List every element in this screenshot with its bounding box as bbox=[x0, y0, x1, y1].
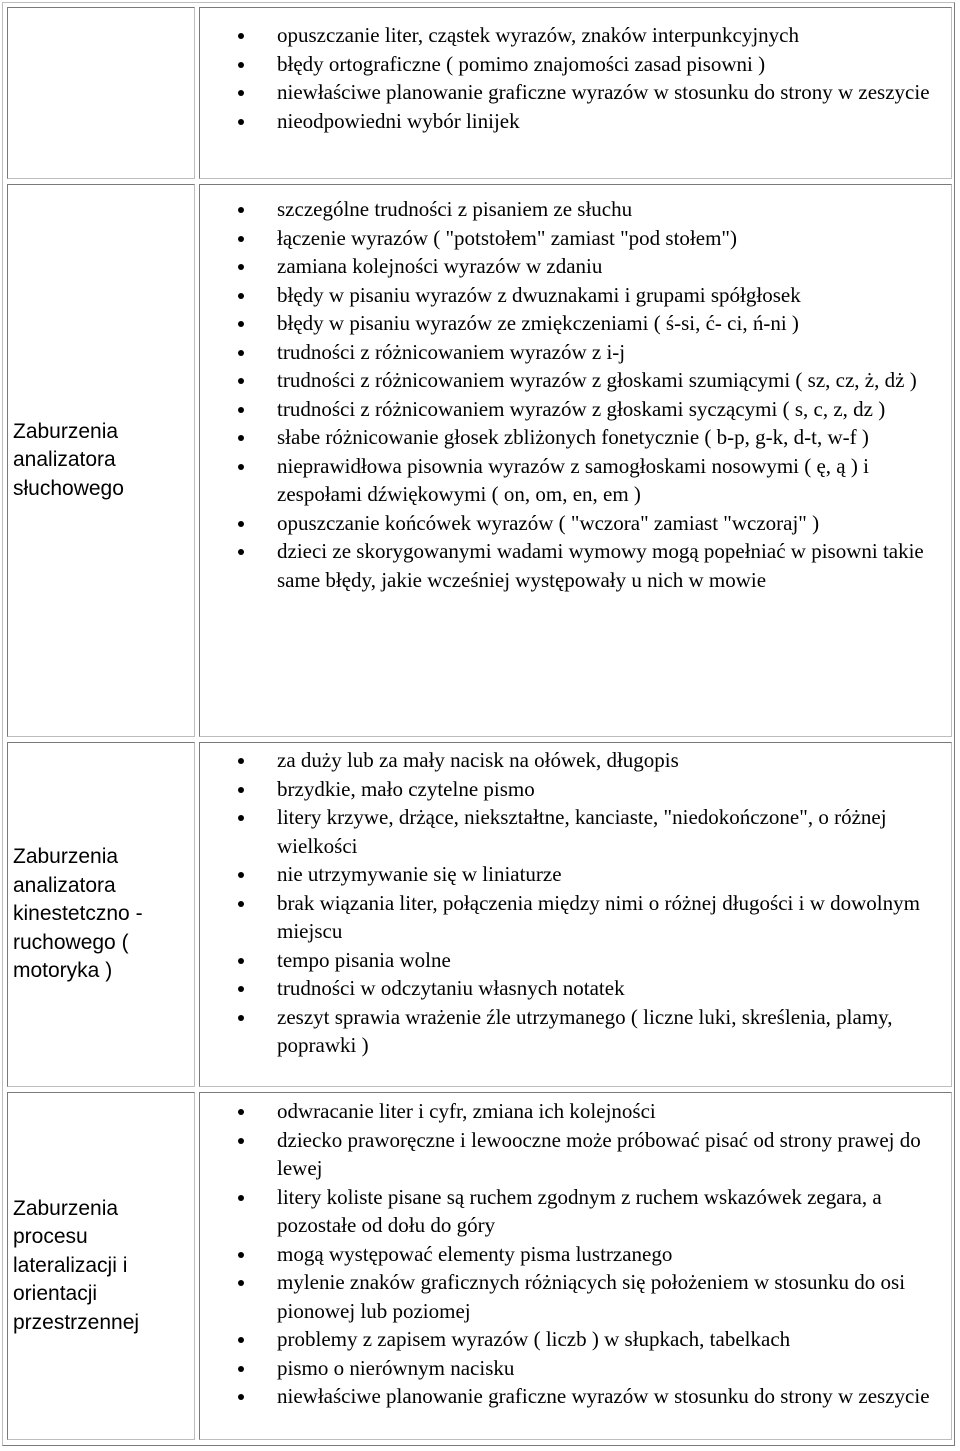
symptom-item: tempo pisania wolne bbox=[200, 946, 951, 975]
symptom-item: pismo o nierównym nacisku bbox=[200, 1354, 951, 1383]
symptom-list bbox=[200, 746, 951, 1060]
symptom-item: mogą występować elementy pisma lustrzanego bbox=[200, 1240, 951, 1269]
row-label: Zaburzenia analizatora słuchowego bbox=[13, 419, 124, 500]
symptom-item: dzieci ze skorygowanymi wadami wymowy mogą popełniać w pisowni takie same błędy, jakie wcześniej występowały u nich w mowie bbox=[200, 537, 951, 594]
symptom-item: opuszczanie liter, cząstek wyrazów, znaków interpunkcyjnych bbox=[200, 21, 951, 50]
row-label-cell bbox=[7, 1092, 195, 1440]
symptom-item: problemy z zapisem wyrazów ( liczb ) w słupkach, tabelkach bbox=[200, 1325, 951, 1354]
symptom-list bbox=[200, 195, 951, 594]
symptom-item: błędy ortograficzne ( pomimo znajomości zasad pisowni ) bbox=[200, 50, 951, 79]
symptom-item: trudności z różnicowaniem wyrazów z i-j bbox=[200, 338, 951, 367]
symptom-list bbox=[200, 1097, 951, 1411]
row-symptoms-cell bbox=[199, 184, 952, 737]
symptom-item: niewłaściwe planowanie graficzne wyrazów w stosunku do strony w zeszycie bbox=[200, 1382, 951, 1411]
symptom-item: nie utrzymywanie się w liniaturze bbox=[200, 860, 951, 889]
symptom-item: szczególne trudności z pisaniem ze słuchu bbox=[200, 195, 951, 224]
symptom-item: brzydkie, mało czytelne pismo bbox=[200, 775, 951, 804]
row-symptoms-cell bbox=[199, 742, 952, 1087]
symptom-item: trudności z różnicowaniem wyrazów z głoskami syczącymi ( s, c, z, dz ) bbox=[200, 395, 951, 424]
symptom-item: trudności w odczytaniu własnych notatek bbox=[200, 974, 951, 1003]
symptom-item: słabe różnicowanie głosek zbliżonych fonetycznie ( b-p, g-k, d-t, w-f ) bbox=[200, 423, 951, 452]
row-label: Zaburzenia procesu lateralizacji i orientacji przestrzennej bbox=[13, 1196, 140, 1334]
symptom-item: błędy w pisaniu wyrazów z dwuznakami i grupami spółgłosek bbox=[200, 281, 951, 310]
symptom-item: zamiana kolejności wyrazów w zdaniu bbox=[200, 252, 951, 281]
symptom-item: nieodpowiedni wybór linijek bbox=[200, 107, 951, 136]
row-symptoms-cell bbox=[199, 7, 952, 179]
symptom-item: za duży lub za mały nacisk na ołówek, długopis bbox=[200, 746, 951, 775]
row-label-cell bbox=[7, 7, 195, 179]
symptom-item: błędy w pisaniu wyrazów ze zmiękczeniami ( ś-si, ć- ci, ń-ni ) bbox=[200, 309, 951, 338]
row-label-cell bbox=[7, 184, 195, 737]
symptom-list bbox=[200, 21, 951, 135]
symptom-item: zeszyt sprawia wrażenie źle utrzymanego ( liczne luki, skreślenia, plamy, poprawki ) bbox=[200, 1003, 951, 1060]
symptom-item: niewłaściwe planowanie graficzne wyrazów w stosunku do strony w zeszycie bbox=[200, 78, 951, 107]
symptom-item: mylenie znaków graficznych różniących się położeniem w stosunku do osi pionowej lub poziomej bbox=[200, 1268, 951, 1325]
symptom-item: trudności z różnicowaniem wyrazów z głoskami szumiącymi ( sz, cz, ż, dż ) bbox=[200, 366, 951, 395]
symptom-item: opuszczanie końcówek wyrazów ( "wczora" zamiast "wczoraj" ) bbox=[200, 509, 951, 538]
symptom-item: nieprawidłowa pisownia wyrazów z samogłoskami nosowymi ( ę, ą ) i zespołami dźwiękowymi ( on, om, en, em ) bbox=[200, 452, 951, 509]
row-label: Zaburzenia analizatora kinestetczno - ruchowego ( motoryka ) bbox=[13, 845, 143, 983]
symptom-item: litery krzywe, drżące, niekształtne, kanciaste, "niedokończone", o różnej wielkości bbox=[200, 803, 951, 860]
symptom-item: dziecko praworęczne i lewooczne może próbować pisać od strony prawej do lewej bbox=[200, 1126, 951, 1183]
row-label-cell bbox=[7, 742, 195, 1087]
row-symptoms-cell bbox=[199, 1092, 952, 1440]
symptom-item: odwracanie liter i cyfr, zmiana ich kolejności bbox=[200, 1097, 951, 1126]
symptom-item: litery koliste pisane są ruchem zgodnym z ruchem wskazówek zegara, a pozostałe od dołu do góry bbox=[200, 1183, 951, 1240]
symptom-item: łączenie wyrazów ( "potstołem" zamiast "pod stołem") bbox=[200, 224, 951, 253]
symptom-item: brak wiązania liter, połączenia między nimi o różnej długości i w dowolnym miejscu bbox=[200, 889, 951, 946]
